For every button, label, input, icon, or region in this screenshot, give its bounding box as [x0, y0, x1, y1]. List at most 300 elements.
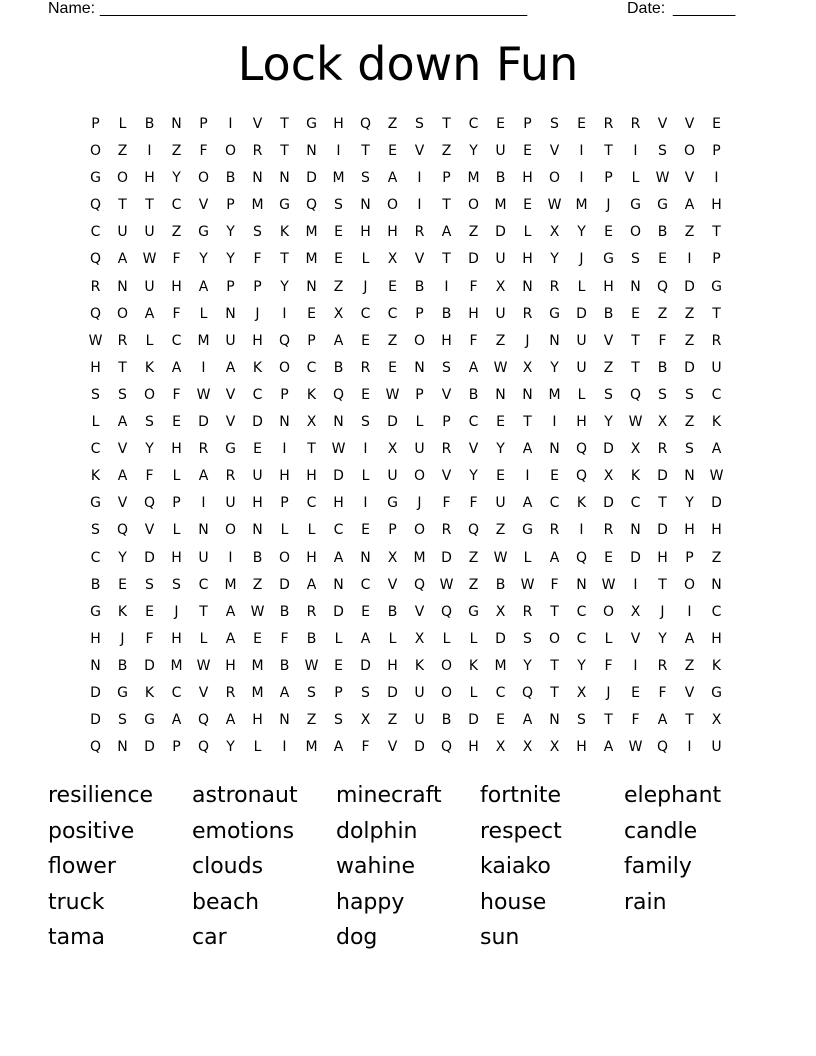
- grid-cell: B: [279, 603, 290, 620]
- grid-cell: M: [305, 224, 318, 241]
- grid-cell: P: [415, 305, 424, 322]
- grid-cell: C: [171, 332, 182, 349]
- grid-cell: V: [414, 143, 425, 160]
- grid-cell: A: [225, 712, 236, 729]
- grid-cell: S: [658, 143, 667, 160]
- grid-cell: D: [576, 305, 587, 322]
- grid-cell: P: [280, 495, 289, 512]
- page-title: Lock down Fun: [237, 37, 579, 91]
- grid-cell: I: [687, 739, 692, 756]
- grid-cell: V: [252, 116, 263, 132]
- grid-cell: C: [306, 495, 317, 512]
- grid-cell: D: [630, 549, 641, 566]
- grid-cell: S: [361, 414, 370, 431]
- grid-cell: G: [387, 495, 398, 512]
- grid-cell: Z: [657, 305, 668, 322]
- grid-cell: T: [685, 712, 694, 729]
- grid-cell: H: [603, 278, 614, 295]
- grid-cell: G: [468, 603, 479, 620]
- grid-cell: Y: [226, 224, 235, 241]
- grid-cell: N: [279, 170, 290, 187]
- grid-cell: P: [604, 170, 613, 187]
- grid-cell: N: [711, 576, 722, 593]
- grid-cell: K: [576, 495, 587, 512]
- word-item: tama: [48, 925, 106, 950]
- grid-cell: T: [145, 197, 154, 214]
- grid-cell: O: [548, 170, 561, 187]
- grid-cell: B: [117, 657, 128, 674]
- date-blank: _______: [673, 0, 736, 17]
- grid-cell: L: [523, 224, 532, 241]
- grid-cell: X: [495, 739, 506, 756]
- grid-cell: P: [334, 684, 343, 701]
- grid-cell: E: [658, 251, 667, 268]
- grid-cell: X: [630, 603, 641, 620]
- grid-cell: L: [334, 630, 343, 647]
- grid-cell: Q: [656, 278, 669, 295]
- grid-cell: K: [90, 468, 101, 485]
- grid-cell: L: [469, 630, 478, 647]
- grid-cell: N: [576, 576, 587, 593]
- grid-cell: U: [225, 332, 236, 349]
- word-item: resilience: [48, 783, 154, 808]
- grid-cell: E: [523, 143, 532, 160]
- grid-cell: T: [280, 116, 289, 132]
- grid-cell: P: [712, 143, 721, 160]
- grid-cell: L: [577, 278, 586, 295]
- grid-cell: Z: [711, 549, 722, 566]
- grid-cell: I: [687, 603, 692, 620]
- grid-cell: P: [226, 197, 235, 214]
- grid-cell: C: [90, 549, 101, 566]
- grid-cell: N: [171, 116, 182, 132]
- grid-cell: E: [334, 251, 343, 268]
- grid-cell: A: [306, 576, 317, 593]
- grid-cell: P: [253, 278, 262, 295]
- grid-cell: I: [633, 657, 638, 674]
- grid-cell: B: [387, 603, 398, 620]
- word-item: dog: [336, 925, 378, 950]
- grid-cell: X: [387, 441, 398, 458]
- grid-cell: H: [387, 657, 398, 674]
- grid-cell: N: [522, 278, 533, 295]
- grid-cell: Y: [226, 739, 235, 756]
- word-item: elephant: [624, 783, 722, 808]
- grid-cell: G: [522, 522, 533, 539]
- grid-cell: V: [225, 386, 236, 403]
- grid-cell: U: [414, 441, 425, 458]
- grid-cell: H: [279, 468, 290, 485]
- grid-cell: T: [658, 576, 667, 593]
- grid-cell: A: [549, 549, 560, 566]
- grid-cell: S: [91, 386, 100, 403]
- grid-cell: D: [333, 603, 344, 620]
- grid-cell: P: [712, 251, 721, 268]
- grid-cell: Q: [521, 684, 534, 701]
- grid-cell: W: [88, 332, 103, 349]
- grid-cell: Q: [278, 332, 291, 349]
- grid-cell: T: [712, 305, 721, 322]
- grid-cell: M: [251, 684, 264, 701]
- grid-cell: T: [604, 143, 613, 160]
- grid-cell: H: [522, 251, 533, 268]
- grid-cell: S: [631, 251, 640, 268]
- grid-cell: L: [388, 630, 397, 647]
- grid-cell: W: [196, 657, 211, 674]
- grid-cell: A: [198, 468, 209, 485]
- grid-cell: A: [522, 441, 533, 458]
- grid-cell: Q: [332, 386, 345, 403]
- grid-cell: S: [118, 386, 127, 403]
- grid-cell: W: [655, 170, 670, 187]
- grid-cell: R: [306, 603, 317, 620]
- grid-cell: X: [603, 468, 614, 485]
- grid-cell: B: [414, 278, 425, 295]
- grid-cell: N: [198, 522, 209, 539]
- grid-cell: L: [172, 522, 181, 539]
- grid-cell: D: [684, 359, 695, 376]
- grid-cell: F: [361, 739, 370, 756]
- grid-cell: R: [630, 116, 641, 132]
- grid-cell: N: [684, 468, 695, 485]
- word-item: emotions: [192, 818, 295, 844]
- grid-cell: Y: [496, 441, 505, 458]
- grid-cell: E: [334, 224, 343, 241]
- grid-cell: Y: [523, 657, 532, 674]
- grid-cell: V: [441, 386, 452, 403]
- grid-cell: X: [387, 549, 398, 566]
- grid-cell: K: [306, 386, 317, 403]
- grid-cell: D: [90, 684, 101, 701]
- grid-cell: G: [711, 278, 722, 295]
- grid-cell: E: [361, 332, 370, 349]
- grid-cell: C: [171, 684, 182, 701]
- grid-cell: K: [711, 657, 722, 674]
- grid-cell: V: [684, 116, 695, 132]
- grid-cell: B: [468, 386, 479, 403]
- grid-cell: X: [333, 305, 344, 322]
- grid-cell: N: [225, 305, 236, 322]
- grid-cell: Q: [440, 603, 453, 620]
- grid-cell: M: [170, 657, 183, 674]
- grid-cell: F: [442, 495, 451, 512]
- grid-cell: Z: [468, 224, 479, 241]
- grid-cell: T: [550, 657, 559, 674]
- grid-cell: O: [224, 143, 237, 160]
- grid-cell: T: [523, 414, 532, 431]
- grid-cell: V: [684, 170, 695, 187]
- grid-cell: A: [333, 739, 344, 756]
- grid-cell: E: [496, 712, 505, 729]
- grid-cell: L: [172, 468, 181, 485]
- grid-cell: R: [414, 224, 425, 241]
- grid-cell: W: [385, 386, 400, 403]
- grid-cell: O: [440, 684, 453, 701]
- grid-cell: S: [523, 630, 532, 647]
- grid-cell: L: [199, 305, 208, 322]
- grid-cell: G: [90, 170, 101, 187]
- grid-cell: I: [282, 305, 287, 322]
- grid-cell: N: [360, 197, 371, 214]
- grid-cell: H: [360, 224, 371, 241]
- grid-cell: Z: [171, 143, 182, 160]
- name-blank: ________________________________________________: [100, 0, 528, 17]
- grid-cell: M: [305, 739, 318, 756]
- grid-cell: H: [684, 522, 695, 539]
- grid-cell: L: [91, 414, 100, 431]
- grid-cell: W: [520, 576, 535, 593]
- grid-cell: V: [117, 441, 128, 458]
- grid-cell: K: [117, 603, 128, 620]
- grid-cell: T: [307, 441, 316, 458]
- grid-cell: W: [196, 386, 211, 403]
- grid-cell: S: [334, 197, 343, 214]
- grid-cell: C: [171, 197, 182, 214]
- grid-cell: A: [225, 603, 236, 620]
- grid-cell: H: [144, 170, 155, 187]
- grid-cell: L: [469, 684, 478, 701]
- grid-cell: E: [631, 684, 640, 701]
- grid-cell: A: [360, 630, 371, 647]
- grid-cell: J: [363, 278, 368, 295]
- grid-cell: P: [172, 739, 181, 756]
- grid-cell: F: [172, 305, 181, 322]
- grid-cell: G: [117, 684, 128, 701]
- grid-cell: M: [251, 197, 264, 214]
- grid-cell: E: [307, 305, 316, 322]
- grid-cell: V: [225, 414, 236, 431]
- grid-cell: E: [604, 549, 613, 566]
- grid-cell: H: [171, 278, 182, 295]
- word-item: dolphin: [336, 818, 418, 844]
- grid-cell: S: [334, 712, 343, 729]
- grid-cell: D: [441, 549, 452, 566]
- grid-cell: T: [631, 332, 640, 349]
- letter-grid: [82, 111, 754, 761]
- grid-cell: R: [252, 143, 263, 160]
- grid-cell: L: [280, 522, 289, 539]
- grid-cell: U: [225, 495, 236, 512]
- grid-cell: D: [495, 224, 506, 241]
- grid-cell: R: [549, 522, 560, 539]
- grid-cell: G: [603, 251, 614, 268]
- grid-cell: X: [414, 630, 425, 647]
- grid-cell: C: [711, 386, 722, 403]
- grid-cell: H: [522, 170, 533, 187]
- grid-cell: X: [549, 739, 560, 756]
- grid-cell: J: [525, 332, 530, 349]
- grid-cell: P: [415, 386, 424, 403]
- grid-cell: Q: [197, 712, 210, 729]
- grid-cell: O: [278, 549, 291, 566]
- grid-cell: A: [117, 414, 128, 431]
- grid-cell: A: [333, 549, 344, 566]
- grid-cell: A: [198, 278, 209, 295]
- grid-cell: C: [387, 305, 398, 322]
- grid-cell: Q: [575, 441, 588, 458]
- grid-cell: R: [522, 603, 533, 620]
- grid-cell: G: [306, 116, 317, 132]
- grid-cell: T: [712, 224, 721, 241]
- grid-cell: Y: [199, 251, 208, 268]
- grid-cell: I: [336, 143, 341, 160]
- grid-cell: F: [550, 576, 559, 593]
- grid-cell: T: [118, 359, 127, 376]
- grid-cell: B: [279, 657, 290, 674]
- grid-cell: F: [199, 143, 208, 160]
- grid-cell: K: [711, 414, 722, 431]
- grid-cell: M: [332, 170, 345, 187]
- grid-cell: V: [414, 603, 425, 620]
- grid-cell: W: [142, 251, 157, 268]
- grid-cell: Y: [604, 414, 613, 431]
- grid-cell: P: [172, 495, 181, 512]
- grid-cell: R: [198, 441, 209, 458]
- grid-cell: U: [198, 549, 209, 566]
- grid-cell: M: [575, 197, 588, 214]
- grid-cell: S: [91, 522, 100, 539]
- grid-cell: B: [441, 305, 452, 322]
- grid-cell: A: [468, 359, 479, 376]
- grid-cell: O: [116, 305, 129, 322]
- grid-cell: N: [630, 278, 641, 295]
- grid-cell: T: [631, 359, 640, 376]
- grid-cell: A: [522, 495, 533, 512]
- grid-cell: V: [414, 251, 425, 268]
- grid-cell: R: [225, 684, 236, 701]
- grid-cell: S: [550, 116, 559, 132]
- grid-cell: K: [468, 657, 479, 674]
- grid-cell: G: [711, 684, 722, 701]
- grid-cell: D: [603, 495, 614, 512]
- grid-cell: I: [201, 359, 206, 376]
- grid-cell: Z: [171, 224, 182, 241]
- grid-cell: U: [414, 712, 425, 729]
- grid-cell: V: [441, 468, 452, 485]
- grid-cell: M: [305, 251, 318, 268]
- grid-cell: B: [495, 576, 506, 593]
- grid-cell: N: [549, 712, 560, 729]
- grid-cell: Z: [468, 549, 479, 566]
- grid-cell: O: [467, 197, 480, 214]
- grid-cell: A: [603, 739, 614, 756]
- grid-cell: X: [306, 414, 317, 431]
- grid-cell: Z: [387, 116, 398, 132]
- grid-cell: O: [413, 332, 426, 349]
- grid-cell: E: [604, 224, 613, 241]
- grid-cell: Y: [280, 278, 289, 295]
- grid-cell: Q: [413, 576, 426, 593]
- grid-cell: H: [333, 495, 344, 512]
- grid-cell: M: [413, 549, 426, 566]
- grid-cell: Q: [89, 251, 102, 268]
- grid-cell: S: [145, 576, 154, 593]
- grid-cell: I: [282, 739, 287, 756]
- grid-cell: T: [280, 143, 289, 160]
- grid-cell: U: [252, 468, 263, 485]
- grid-cell: Z: [684, 414, 695, 431]
- grid-cell: Y: [577, 657, 586, 674]
- grid-cell: L: [361, 251, 370, 268]
- grid-cell: H: [171, 441, 182, 458]
- grid-cell: L: [199, 630, 208, 647]
- grid-cell: H: [711, 197, 722, 214]
- grid-cell: F: [280, 630, 289, 647]
- grid-cell: B: [441, 712, 452, 729]
- grid-cell: L: [253, 739, 262, 756]
- grid-cell: C: [90, 224, 101, 241]
- grid-cell: F: [658, 684, 667, 701]
- grid-cell: T: [442, 197, 451, 214]
- grid-cell: N: [414, 359, 425, 376]
- grid-cell: X: [630, 441, 641, 458]
- grid-cell: E: [496, 468, 505, 485]
- grid-cell: R: [441, 441, 452, 458]
- grid-cell: F: [253, 251, 262, 268]
- grid-cell: S: [658, 386, 667, 403]
- grid-cell: C: [630, 495, 641, 512]
- grid-cell: Z: [603, 359, 614, 376]
- grid-cell: W: [628, 739, 643, 756]
- grid-cell: N: [252, 170, 263, 187]
- grid-cell: I: [201, 495, 206, 512]
- grid-cell: U: [117, 224, 128, 241]
- grid-cell: E: [118, 576, 127, 593]
- grid-cell: R: [657, 441, 668, 458]
- grid-cell: A: [684, 630, 695, 647]
- grid-cell: E: [361, 386, 370, 403]
- grid-cell: O: [413, 522, 426, 539]
- grid-cell: N: [522, 386, 533, 403]
- grid-cell: F: [172, 386, 181, 403]
- grid-cell: D: [333, 468, 344, 485]
- grid-cell: A: [144, 305, 155, 322]
- grid-cell: A: [225, 630, 236, 647]
- grid-cell: D: [90, 712, 101, 729]
- grid-cell: F: [604, 657, 613, 674]
- grid-cell: W: [331, 441, 346, 458]
- header-line: [48, 0, 748, 20]
- grid-cell: X: [495, 278, 506, 295]
- grid-cell: W: [439, 576, 454, 593]
- grid-cell: C: [576, 630, 587, 647]
- grid-cell: B: [306, 630, 317, 647]
- grid-cell: J: [417, 495, 422, 512]
- grid-cell: I: [363, 441, 368, 458]
- grid-cell: E: [145, 603, 154, 620]
- grid-cell: Z: [684, 224, 695, 241]
- grid-cell: M: [224, 576, 237, 593]
- grid-cell: Z: [684, 332, 695, 349]
- grid-cell: N: [279, 414, 290, 431]
- grid-cell: D: [495, 630, 506, 647]
- grid-cell: Y: [172, 170, 181, 187]
- grid-cell: D: [144, 657, 155, 674]
- grid-cell: G: [144, 712, 155, 729]
- grid-cell: I: [147, 143, 152, 160]
- grid-cell: T: [361, 143, 370, 160]
- grid-cell: H: [333, 116, 344, 132]
- grid-cell: O: [548, 630, 561, 647]
- grid-cell: W: [547, 197, 562, 214]
- grid-cell: Z: [252, 576, 263, 593]
- grid-cell: D: [657, 522, 668, 539]
- grid-cell: V: [684, 684, 695, 701]
- grid-cell: J: [606, 197, 611, 214]
- grid-cell: E: [577, 116, 586, 132]
- grid-cell: U: [414, 684, 425, 701]
- grid-cell: X: [657, 414, 668, 431]
